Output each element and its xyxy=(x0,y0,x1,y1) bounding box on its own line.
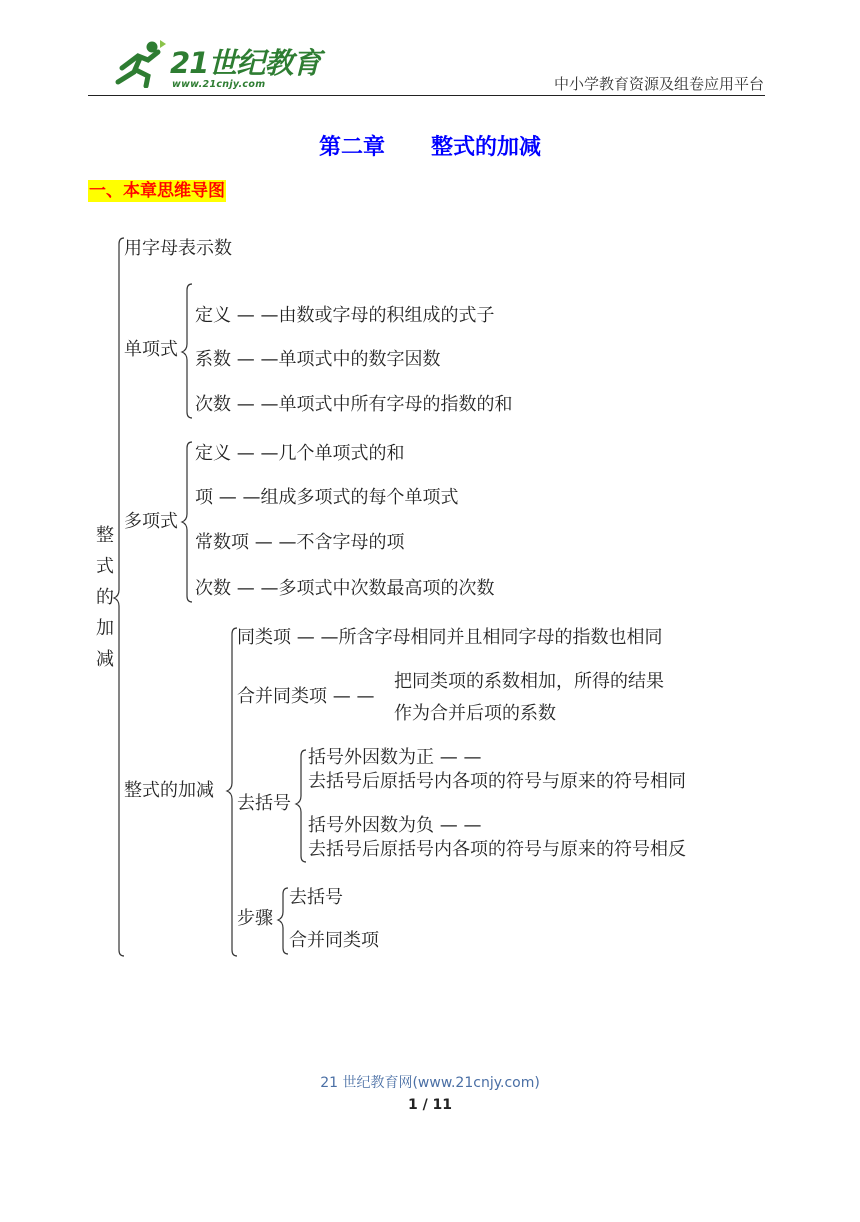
like-terms: 同类项 — —所含字母相同并且相同字母的指数也相同 xyxy=(237,627,663,648)
positive-factor-line1: 括号外因数为正 — — xyxy=(308,747,482,768)
remove-brackets-label: 去括号 xyxy=(237,793,291,814)
header-slogan: 中小学教育资源及组卷应用平台 xyxy=(553,75,764,93)
polynomial-term: 项 — —组成多项式的每个单项式 xyxy=(195,487,459,508)
negative-factor-line2: 去括号后原括号内各项的符号与原来的符号相反 xyxy=(308,839,686,860)
combine-like-terms-line1: 把同类项的系数相加，所得的结果 xyxy=(394,671,664,692)
node-polynomial: 多项式 xyxy=(124,511,178,532)
logo-url: www.21cnjy.com xyxy=(172,79,266,90)
node-monomial: 单项式 xyxy=(124,339,178,360)
node-letters-represent-numbers: 用字母表示数 xyxy=(124,238,232,259)
polynomial-definition: 定义 — —几个单项式的和 xyxy=(195,443,405,464)
step-remove-brackets: 去括号 xyxy=(289,887,343,908)
polynomial-constant-term: 常数项 — —不含字母的项 xyxy=(195,532,405,553)
brace-addsub xyxy=(227,628,237,956)
brace-brackets xyxy=(296,750,306,862)
polynomial-degree: 次数 — —多项式中次数最高项的次数 xyxy=(195,578,495,599)
brace-monomial xyxy=(182,284,192,418)
section-heading: 一、本章思维导图 xyxy=(89,181,225,201)
chapter-title: 第二章 整式的加减 xyxy=(319,135,541,160)
combine-like-terms-label: 合并同类项 — — xyxy=(237,686,375,707)
brace-polynomial xyxy=(182,442,192,602)
steps-label: 步骤 xyxy=(237,908,273,929)
monomial-coefficient: 系数 — —单项式中的数字因数 xyxy=(195,349,441,370)
combine-like-terms-line2: 作为合并后项的系数 xyxy=(394,703,556,724)
monomial-definition: 定义 — —由数或字母的积组成的式子 xyxy=(195,305,495,326)
footer-site-link[interactable]: 21 世纪教育网(www.21cnjy.com) xyxy=(320,1075,540,1091)
logo-wordmark: 21世纪教育 xyxy=(170,46,321,80)
page-number: 1 / 11 xyxy=(407,1097,453,1113)
brace-steps xyxy=(278,888,288,954)
step-combine-like-terms: 合并同类项 xyxy=(289,930,379,951)
monomial-degree: 次数 — —单项式中所有字母的指数的和 xyxy=(195,394,513,415)
node-addition-subtraction: 整式的加减 xyxy=(124,780,214,801)
negative-factor-line1: 括号外因数为负 — — xyxy=(308,815,482,836)
root-label: 整式的加减 xyxy=(96,525,114,670)
positive-factor-line2: 去括号后原括号内各项的符号与原来的符号相同 xyxy=(308,771,686,792)
